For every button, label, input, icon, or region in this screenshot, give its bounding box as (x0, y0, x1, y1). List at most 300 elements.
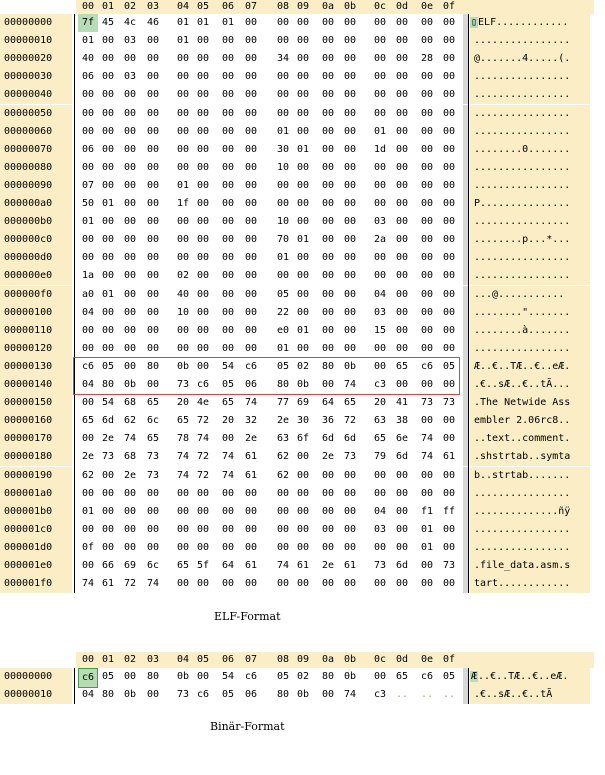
hex-byte[interactable]: 00 (395, 342, 409, 354)
hex-byte[interactable]: 06 (81, 71, 95, 83)
hex-byte[interactable]: 00 (101, 523, 115, 535)
hex-byte[interactable]: 00 (221, 107, 235, 119)
hex-byte[interactable]: 02 (176, 270, 190, 282)
hex-byte[interactable]: 10 (276, 161, 290, 173)
ascii-text[interactable]: ................ (470, 86, 590, 104)
hex-byte[interactable]: 65 (395, 671, 409, 682)
hex-row[interactable] (0, 539, 605, 557)
hex-byte[interactable]: 00 (321, 125, 335, 137)
hex-byte[interactable]: 00 (146, 252, 160, 264)
hex-byte[interactable]: 0b (176, 360, 190, 372)
hex-byte[interactable]: 00 (420, 179, 434, 191)
ascii-text[interactable]: Æ..€..TÆ..€..eÆ. (470, 358, 590, 376)
hex-byte[interactable]: 34 (276, 53, 290, 65)
hex-byte[interactable]: 00 (101, 505, 115, 517)
hex-byte[interactable]: 00 (196, 270, 210, 282)
hex-byte[interactable]: 01 (296, 234, 310, 246)
hex-byte[interactable]: 00 (101, 179, 115, 191)
hex-byte[interactable]: 01 (101, 198, 115, 209)
hex-byte[interactable]: 72 (343, 415, 357, 427)
hex-row[interactable] (0, 430, 605, 448)
hex-byte[interactable]: 0f (81, 541, 95, 553)
hex-byte[interactable]: 00 (176, 342, 190, 354)
hex-row[interactable] (0, 32, 605, 50)
hex-byte[interactable]: 80 (276, 689, 290, 700)
hex-row[interactable] (0, 195, 605, 213)
hex-byte[interactable]: 00 (146, 541, 160, 553)
hex-byte[interactable]: 00 (123, 360, 137, 372)
hex-row[interactable] (0, 575, 605, 593)
hex-byte[interactable]: 00 (343, 198, 357, 209)
hex-byte[interactable]: 00 (244, 35, 258, 47)
hex-byte[interactable]: 00 (442, 71, 456, 83)
hex-byte[interactable]: 00 (321, 89, 335, 101)
hex-byte[interactable]: 00 (373, 53, 387, 65)
hex-byte[interactable]: 00 (244, 179, 258, 191)
hex-byte[interactable]: 04 (373, 288, 387, 300)
hex-byte[interactable]: 00 (81, 89, 95, 101)
hex-row[interactable] (0, 177, 605, 195)
ascii-text[interactable]: ................ (470, 267, 590, 285)
ascii-text[interactable]: Æ..€..TÆ..€..eÆ. (470, 668, 590, 686)
hex-byte[interactable]: 00 (343, 35, 357, 47)
hex-byte[interactable]: 00 (176, 541, 190, 553)
hex-byte[interactable]: 00 (296, 216, 310, 228)
hex-byte[interactable]: 74 (221, 469, 235, 481)
hex-byte[interactable]: 00 (176, 143, 190, 155)
hex-byte[interactable]: 00 (244, 270, 258, 282)
hex-byte[interactable]: 00 (442, 541, 456, 553)
hex-byte[interactable]: 00 (321, 107, 335, 119)
hex-byte[interactable]: e0 (276, 324, 290, 336)
hex-byte[interactable]: 61 (101, 578, 115, 590)
hex-byte[interactable]: 00 (420, 288, 434, 300)
hex-byte[interactable]: c6 (81, 360, 95, 372)
hex-byte[interactable]: 00 (146, 270, 160, 282)
hex-byte[interactable]: 00 (321, 252, 335, 264)
hex-byte[interactable]: 00 (123, 523, 137, 535)
hex-byte[interactable]: 00 (321, 342, 335, 354)
hex-byte[interactable]: 74 (244, 397, 258, 409)
hex-byte[interactable]: 00 (101, 469, 115, 481)
hex-byte[interactable]: 2e (81, 451, 95, 463)
hex-byte[interactable]: 54 (101, 397, 115, 409)
hex-byte[interactable]: 00 (101, 306, 115, 318)
hex-byte[interactable]: 00 (420, 143, 434, 155)
hex-byte[interactable]: 00 (420, 270, 434, 282)
hex-byte[interactable]: 74 (420, 433, 434, 445)
hex-byte[interactable]: 00 (296, 89, 310, 101)
hex-byte[interactable]: 00 (196, 523, 210, 535)
hex-byte[interactable]: 77 (276, 397, 290, 409)
ascii-text[interactable]: ▯ELF............ (470, 14, 590, 32)
hex-byte[interactable]: 00 (221, 143, 235, 155)
hex-byte[interactable]: 00 (321, 17, 335, 28)
hex-byte[interactable]: 00 (244, 89, 258, 101)
hex-byte[interactable]: 00 (146, 487, 160, 499)
hex-byte[interactable]: 00 (343, 107, 357, 119)
ascii-text[interactable]: ...@........... (470, 286, 590, 304)
hex-byte[interactable]: 00 (442, 487, 456, 499)
hex-byte[interactable]: 00 (296, 125, 310, 137)
hex-byte[interactable]: 00 (420, 324, 434, 336)
hex-byte[interactable]: 00 (373, 342, 387, 354)
hex-byte[interactable]: 00 (244, 342, 258, 354)
hex-byte[interactable]: 00 (343, 17, 357, 28)
hex-byte[interactable]: 00 (123, 179, 137, 191)
hex-byte[interactable]: 65 (81, 415, 95, 427)
hex-byte[interactable]: 00 (221, 71, 235, 83)
hex-byte[interactable]: .. (442, 689, 456, 700)
hex-byte[interactable]: 10 (176, 306, 190, 318)
hex-byte[interactable]: 07 (81, 179, 95, 191)
hex-byte[interactable]: 00 (81, 252, 95, 264)
hex-byte[interactable]: 00 (321, 179, 335, 191)
hex-byte[interactable]: 00 (276, 505, 290, 517)
hex-byte[interactable]: c6 (244, 671, 258, 682)
hex-byte[interactable]: 03 (123, 35, 137, 47)
hex-byte[interactable]: 05 (221, 379, 235, 390)
hex-byte[interactable]: 00 (296, 71, 310, 83)
hex-byte[interactable]: 69 (296, 397, 310, 409)
hex-byte[interactable]: 6f (296, 433, 310, 445)
hex-byte[interactable]: 2e (123, 469, 137, 481)
hex-byte[interactable]: 00 (196, 107, 210, 119)
hex-byte[interactable]: 00 (321, 216, 335, 228)
hex-byte[interactable]: 00 (123, 234, 137, 246)
hex-row[interactable] (0, 322, 605, 340)
hex-byte[interactable]: 00 (196, 487, 210, 499)
hex-byte[interactable]: 80 (146, 360, 160, 372)
hex-byte[interactable]: 80 (321, 360, 335, 372)
ascii-text[interactable]: ........0....... (470, 141, 590, 159)
hex-byte[interactable]: 00 (442, 252, 456, 264)
hex-byte[interactable]: 00 (420, 35, 434, 47)
hex-byte[interactable]: 00 (373, 270, 387, 282)
hex-byte[interactable]: 00 (276, 198, 290, 209)
hex-row[interactable] (0, 557, 605, 575)
hex-byte[interactable]: 00 (101, 125, 115, 137)
hex-byte[interactable]: 00 (244, 523, 258, 535)
hex-byte[interactable]: 00 (244, 161, 258, 173)
hex-byte[interactable]: 05 (276, 671, 290, 682)
hex-byte[interactable]: 00 (244, 578, 258, 590)
hex-byte[interactable]: 0b (176, 671, 190, 682)
hex-byte[interactable]: 00 (296, 469, 310, 481)
hex-byte[interactable]: 00 (395, 107, 409, 119)
hex-byte[interactable]: 30 (276, 143, 290, 155)
hex-byte[interactable]: 00 (196, 198, 210, 209)
hex-byte[interactable]: 00 (176, 505, 190, 517)
ascii-text[interactable]: tart............ (470, 575, 590, 593)
hex-byte[interactable]: 2e (276, 415, 290, 427)
hex-byte[interactable]: 00 (176, 89, 190, 101)
hex-byte[interactable]: 00 (321, 324, 335, 336)
hex-byte[interactable]: 00 (296, 198, 310, 209)
hex-byte[interactable]: 79 (373, 451, 387, 463)
hex-byte[interactable]: 01 (81, 35, 95, 47)
hex-byte[interactable]: 01 (276, 342, 290, 354)
hex-byte[interactable]: 61 (244, 451, 258, 463)
hex-byte[interactable]: 74 (176, 469, 190, 481)
hex-byte[interactable]: 00 (196, 89, 210, 101)
hex-byte[interactable]: 00 (420, 379, 434, 390)
hex-byte[interactable]: 00 (420, 125, 434, 137)
hex-byte[interactable]: 00 (321, 306, 335, 318)
hex-byte[interactable]: 00 (196, 360, 210, 372)
hex-byte[interactable]: 00 (244, 216, 258, 228)
hex-byte[interactable]: 00 (296, 17, 310, 28)
hex-byte[interactable]: 00 (244, 234, 258, 246)
hex-byte[interactable]: 00 (244, 143, 258, 155)
hex-byte[interactable]: 73 (442, 397, 456, 409)
hex-row[interactable] (0, 340, 605, 358)
hex-byte[interactable]: 06 (81, 143, 95, 155)
hex-byte[interactable]: 00 (373, 71, 387, 83)
ascii-text[interactable]: .file_data.asm.s (470, 557, 590, 575)
hex-byte[interactable]: 00 (221, 306, 235, 318)
hex-byte[interactable]: 73 (373, 560, 387, 571)
hex-byte[interactable]: c6 (244, 360, 258, 372)
hex-byte[interactable]: 00 (343, 505, 357, 517)
hex-byte[interactable]: 01 (276, 125, 290, 137)
hex-byte[interactable]: 00 (221, 270, 235, 282)
hex-byte[interactable]: 00 (81, 523, 95, 535)
hex-byte[interactable]: 00 (101, 252, 115, 264)
hex-byte[interactable]: 00 (221, 433, 235, 445)
hex-byte[interactable]: 01 (373, 125, 387, 137)
hex-byte[interactable]: 00 (395, 161, 409, 173)
hex-byte[interactable]: 00 (221, 288, 235, 300)
hex-byte[interactable]: 05 (101, 360, 115, 372)
hex-byte[interactable]: 00 (276, 71, 290, 83)
hex-byte[interactable]: 0b (123, 689, 137, 700)
hex-byte[interactable]: 00 (123, 306, 137, 318)
hex-byte[interactable]: 00 (296, 35, 310, 47)
hex-byte[interactable]: 00 (123, 252, 137, 264)
hex-byte[interactable]: 46 (146, 17, 160, 28)
ascii-text[interactable]: ................ (470, 68, 590, 86)
hex-byte[interactable]: 20 (373, 397, 387, 409)
hex-byte[interactable]: 00 (123, 324, 137, 336)
hex-byte[interactable]: 00 (176, 161, 190, 173)
hex-byte[interactable]: 00 (176, 324, 190, 336)
hex-byte[interactable]: 61 (296, 560, 310, 571)
hex-byte[interactable]: 00 (146, 179, 160, 191)
hex-byte[interactable]: c3 (373, 379, 387, 390)
hex-byte[interactable]: 65 (176, 560, 190, 571)
hex-byte[interactable]: 00 (395, 53, 409, 65)
hex-byte[interactable]: 63 (373, 415, 387, 427)
hex-byte[interactable]: 00 (373, 578, 387, 590)
hex-byte[interactable]: 01 (296, 143, 310, 155)
hex-byte[interactable]: 00 (221, 505, 235, 517)
hex-byte[interactable]: 00 (373, 469, 387, 481)
hex-byte[interactable]: 05 (276, 360, 290, 372)
hex-byte[interactable]: 00 (296, 161, 310, 173)
hex-byte[interactable]: 00 (321, 523, 335, 535)
hex-byte[interactable]: 00 (343, 288, 357, 300)
hex-byte[interactable]: 73 (146, 451, 160, 463)
hex-byte[interactable]: 05 (442, 671, 456, 682)
hex-byte[interactable]: 00 (176, 53, 190, 65)
hex-byte[interactable]: 0b (296, 379, 310, 390)
hex-byte[interactable]: 00 (123, 288, 137, 300)
hex-byte[interactable]: 00 (442, 379, 456, 390)
hex-byte[interactable]: 00 (296, 179, 310, 191)
hex-byte[interactable]: 00 (296, 306, 310, 318)
hex-byte[interactable]: 00 (101, 234, 115, 246)
hex-byte[interactable]: 00 (101, 35, 115, 47)
hex-byte[interactable]: 00 (123, 198, 137, 209)
hex-row[interactable] (0, 249, 605, 267)
hex-byte[interactable]: 00 (123, 671, 137, 682)
hex-byte[interactable]: 65 (146, 397, 160, 409)
hex-byte[interactable]: 01 (81, 505, 95, 517)
hex-byte[interactable]: 6d (101, 415, 115, 427)
hex-byte[interactable]: 00 (196, 143, 210, 155)
hex-byte[interactable]: 00 (81, 433, 95, 445)
hex-byte[interactable]: 7f (78, 14, 98, 32)
hex-byte[interactable]: 01 (420, 523, 434, 535)
hex-byte[interactable]: 65 (395, 360, 409, 372)
hex-byte[interactable]: .. (420, 689, 434, 700)
hex-byte[interactable]: 00 (146, 523, 160, 535)
hex-row[interactable] (0, 213, 605, 231)
ascii-text[interactable]: ................ (470, 213, 590, 231)
hex-byte[interactable]: a0 (81, 288, 95, 300)
hex-byte[interactable]: 01 (221, 17, 235, 28)
hex-byte[interactable]: 00 (296, 505, 310, 517)
hex-byte[interactable]: 61 (244, 560, 258, 571)
hex-byte[interactable]: 00 (296, 288, 310, 300)
hex-byte[interactable]: 61 (442, 451, 456, 463)
hex-byte[interactable]: 73 (176, 689, 190, 700)
hex-byte[interactable]: 00 (442, 161, 456, 173)
hex-byte[interactable]: 00 (442, 143, 456, 155)
hex-row[interactable] (0, 304, 605, 322)
hex-byte[interactable]: 00 (321, 35, 335, 47)
hex-byte[interactable]: 00 (343, 216, 357, 228)
hex-byte[interactable]: 00 (373, 360, 387, 372)
hex-byte[interactable]: 00 (244, 53, 258, 65)
hex-row[interactable] (0, 86, 605, 104)
hex-byte[interactable]: 00 (442, 342, 456, 354)
hex-byte[interactable]: 74 (276, 560, 290, 571)
hex-byte[interactable]: 54 (221, 360, 235, 372)
hex-byte[interactable]: 00 (296, 487, 310, 499)
ascii-text[interactable]: ................ (470, 485, 590, 503)
hex-byte[interactable]: 00 (395, 505, 409, 517)
hex-byte[interactable]: 00 (395, 469, 409, 481)
hex-byte[interactable]: 06 (244, 689, 258, 700)
hex-byte[interactable]: 00 (146, 505, 160, 517)
hex-byte[interactable]: 00 (343, 578, 357, 590)
hex-byte[interactable]: 72 (196, 415, 210, 427)
hex-byte[interactable]: 00 (395, 198, 409, 209)
hex-byte[interactable]: 00 (123, 270, 137, 282)
hex-byte[interactable]: 00 (146, 71, 160, 83)
hex-byte[interactable]: 00 (176, 107, 190, 119)
hex-byte[interactable]: 63 (276, 433, 290, 445)
hex-byte[interactable]: 00 (373, 198, 387, 209)
hex-byte[interactable]: 00 (81, 397, 95, 409)
hex-byte[interactable]: 74 (343, 689, 357, 700)
hex-byte[interactable]: .. (395, 689, 409, 700)
hex-byte[interactable]: 00 (123, 89, 137, 101)
hex-byte[interactable]: 00 (221, 89, 235, 101)
ascii-text[interactable]: ................ (470, 177, 590, 195)
hex-byte[interactable]: 00 (196, 125, 210, 137)
hex-byte[interactable]: 00 (296, 451, 310, 463)
hex-byte[interactable]: 00 (221, 35, 235, 47)
hex-byte[interactable]: 68 (123, 451, 137, 463)
hex-byte[interactable]: 03 (123, 71, 137, 83)
hex-byte[interactable]: 05 (221, 689, 235, 700)
hex-byte[interactable]: 65 (343, 397, 357, 409)
hex-byte[interactable]: 00 (244, 324, 258, 336)
hex-byte[interactable]: 00 (101, 324, 115, 336)
hex-byte[interactable]: 01 (176, 17, 190, 28)
hex-byte[interactable]: 00 (420, 469, 434, 481)
hex-byte[interactable]: 10 (276, 216, 290, 228)
hex-byte[interactable]: 00 (395, 17, 409, 28)
hex-byte[interactable]: 00 (373, 541, 387, 553)
hex-byte[interactable]: 41 (395, 397, 409, 409)
hex-byte[interactable]: 00 (321, 505, 335, 517)
hex-byte[interactable]: 62 (123, 415, 137, 427)
hex-row[interactable] (0, 448, 605, 466)
hex-byte[interactable]: 00 (395, 379, 409, 390)
hex-byte[interactable]: 00 (244, 252, 258, 264)
hex-byte[interactable]: ff (442, 505, 456, 517)
hex-byte[interactable]: 62 (276, 469, 290, 481)
hex-byte[interactable]: 00 (343, 270, 357, 282)
hex-row[interactable] (0, 668, 605, 686)
hex-byte[interactable]: 00 (321, 234, 335, 246)
hex-byte[interactable]: 01 (176, 35, 190, 47)
hex-byte[interactable]: 73 (442, 560, 456, 571)
hex-byte[interactable]: 00 (196, 35, 210, 47)
ascii-text[interactable]: .€..sÆ..€..tÃ... (470, 376, 590, 394)
hex-byte[interactable]: 00 (395, 288, 409, 300)
hex-byte[interactable]: 78 (176, 433, 190, 445)
hex-byte[interactable]: 00 (321, 689, 335, 700)
hex-byte[interactable]: 74 (221, 451, 235, 463)
hex-byte[interactable]: 00 (420, 71, 434, 83)
hex-byte[interactable]: 00 (395, 487, 409, 499)
hex-byte[interactable]: 05 (101, 671, 115, 682)
hex-byte[interactable]: 00 (146, 53, 160, 65)
hex-byte[interactable]: 6d (395, 451, 409, 463)
hex-byte[interactable]: 00 (123, 53, 137, 65)
hex-byte[interactable]: 00 (420, 578, 434, 590)
hex-byte[interactable]: 45 (101, 17, 115, 28)
hex-byte[interactable]: 40 (81, 53, 95, 65)
ascii-text[interactable]: ................ (470, 32, 590, 50)
hex-byte[interactable]: 0b (343, 360, 357, 372)
hex-row[interactable] (0, 394, 605, 412)
hex-byte[interactable]: 00 (343, 306, 357, 318)
ascii-text[interactable]: @.......4.....(. (470, 50, 590, 68)
hex-byte[interactable]: 00 (420, 487, 434, 499)
hex-byte[interactable]: 65 (221, 397, 235, 409)
hex-byte[interactable]: 00 (81, 342, 95, 354)
hex-byte[interactable]: 00 (420, 17, 434, 28)
ascii-text[interactable]: ........p...*... (470, 231, 590, 249)
hex-byte[interactable]: 04 (81, 306, 95, 318)
hex-byte[interactable]: 00 (420, 89, 434, 101)
